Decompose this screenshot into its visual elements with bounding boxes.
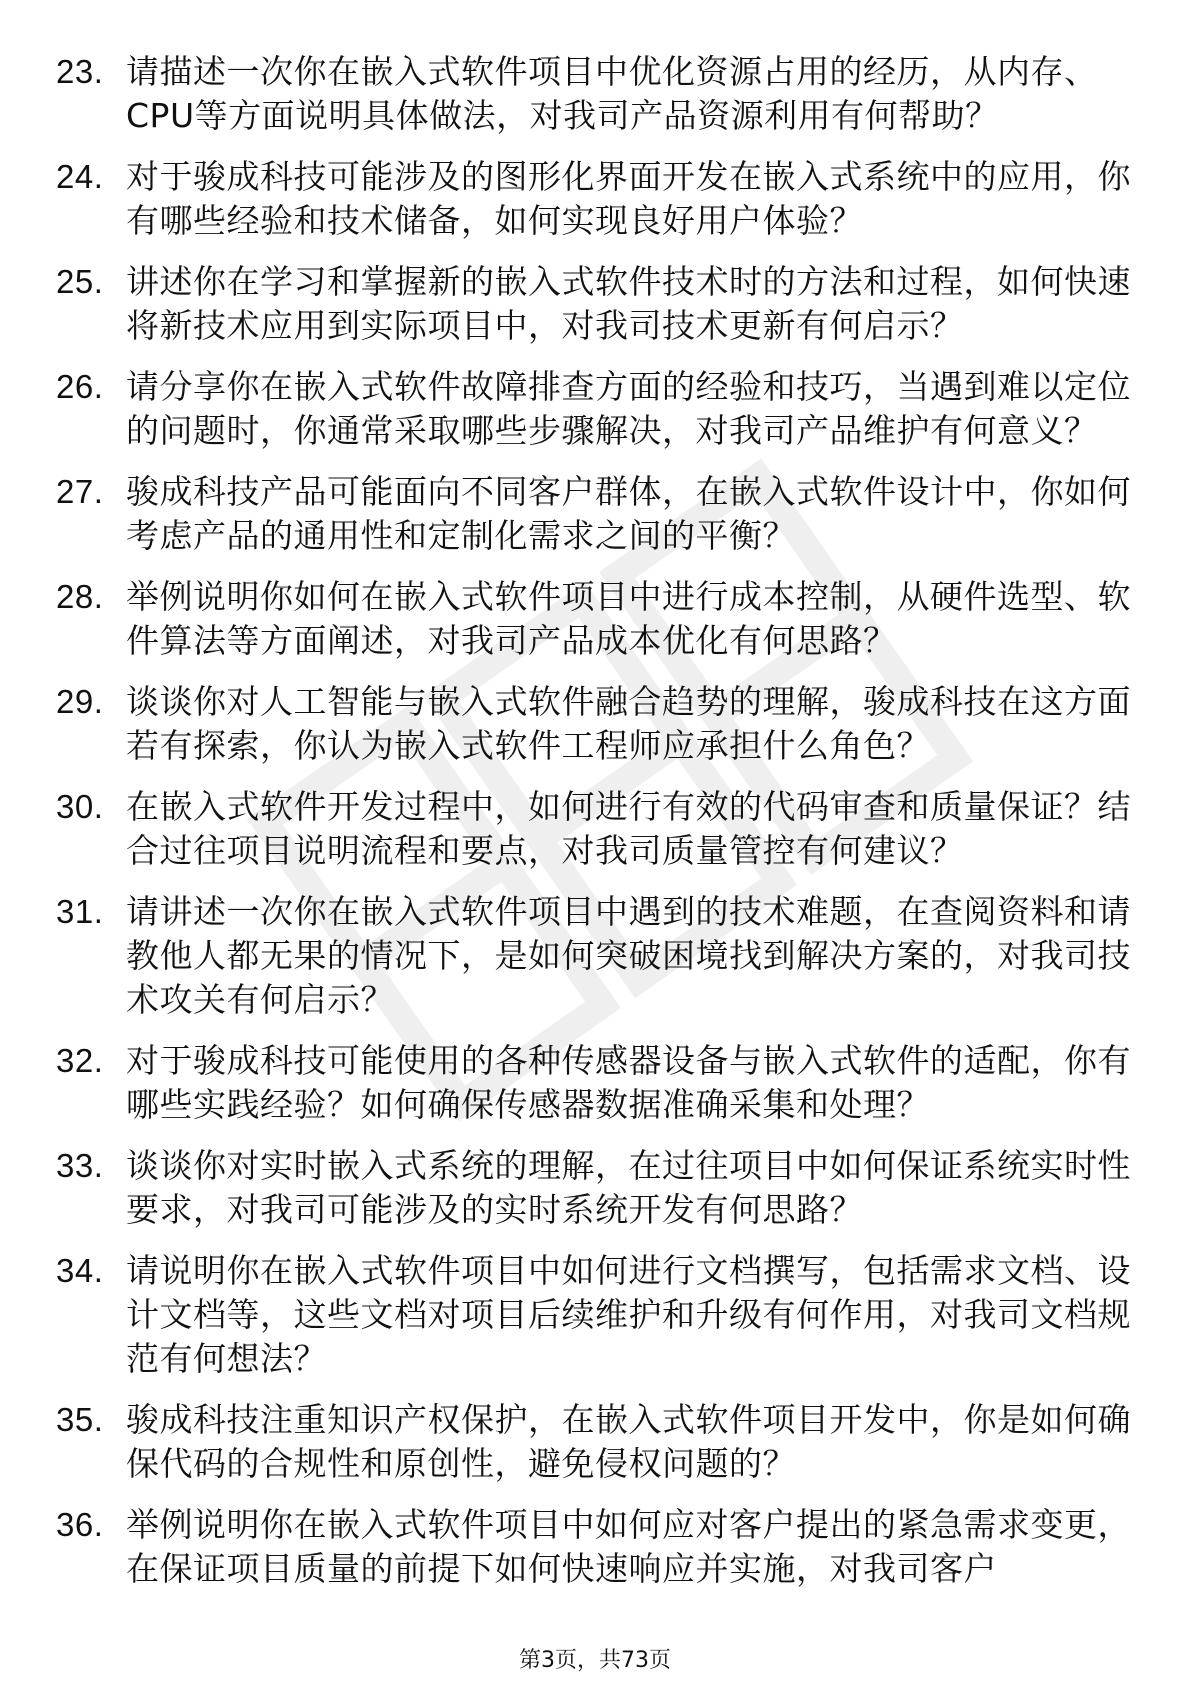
- question-number: 33.: [56, 1147, 104, 1184]
- question-number: 26.: [56, 368, 104, 405]
- question-text: 骏成科技产品可能面向不同客户群体，在嵌入式软件设计中，你如何考虑产品的通用性和定制化需求之间的平衡？: [126, 472, 1131, 555]
- page-number-label: 第3页，共73页: [519, 1648, 671, 1673]
- question-number: 29.: [56, 683, 104, 720]
- question-text: 骏成科技注重知识产权保护，在嵌入式软件项目开发中，你是如何确保代码的合规性和原创性，避免侵权问题的？: [126, 1400, 1131, 1483]
- question-number: 34.: [56, 1252, 104, 1289]
- question-text: 请讲述一次你在嵌入式软件项目中遇到的技术难题，在查阅资料和请教他人都无果的情况下，是如何突破困境找到解决方案的，对我司技术攻关有何启示？: [126, 892, 1131, 1019]
- question-text: 对于骏成科技可能使用的各种传感器设备与嵌入式软件的适配，你有哪些实践经验？如何确保传感器数据准确采集和处理？: [126, 1041, 1131, 1124]
- list-item: [56, 785, 1136, 873]
- question-number: 24.: [56, 158, 104, 195]
- page-footer: [0, 1643, 1190, 1674]
- question-text: 请分享你在嵌入式软件故障排查方面的经验和技巧，当遇到难以定位的问题时，你通常采取哪些步骤解决，对我司产品维护有何意义？: [126, 367, 1131, 450]
- question-number: 32.: [56, 1042, 104, 1079]
- list-item: [56, 260, 1136, 348]
- list-item: [56, 1249, 1136, 1381]
- question-number: 30.: [56, 788, 104, 825]
- list-item: [56, 470, 1136, 558]
- question-text: 举例说明你如何在嵌入式软件项目中进行成本控制，从硬件选型、软件算法等方面阐述，对我司产品成本优化有何思路？: [126, 577, 1131, 660]
- question-text: 请说明你在嵌入式软件项目中如何进行文档撰写，包括需求文档、设计文档等，这些文档对项目后续维护和升级有何作用，对我司文档规范有何想法？: [126, 1251, 1131, 1378]
- list-item: [56, 1503, 1136, 1591]
- question-number: 25.: [56, 263, 104, 300]
- question-text: 请描述一次你在嵌入式软件项目中优化资源占用的经历，从内存、CPU等方面说明具体做法，对我司产品资源利用有何帮助？: [126, 52, 1098, 135]
- list-item: [56, 1039, 1136, 1127]
- question-text: 讲述你在学习和掌握新的嵌入式软件技术时的方法和过程，如何快速将新技术应用到实际项目中，对我司技术更新有何启示？: [126, 262, 1131, 345]
- question-number: 36.: [56, 1506, 104, 1543]
- question-number: 35.: [56, 1401, 104, 1438]
- question-number: 27.: [56, 473, 104, 510]
- question-text: 在嵌入式软件开发过程中，如何进行有效的代码审查和质量保证？结合过往项目说明流程和要点，对我司质量管控有何建议？: [126, 787, 1131, 870]
- question-text: 对于骏成科技可能涉及的图形化界面开发在嵌入式系统中的应用，你有哪些经验和技术储备，如何实现良好用户体验？: [126, 157, 1131, 240]
- list-item: [56, 155, 1136, 243]
- question-number: 31.: [56, 893, 104, 930]
- list-item: [56, 890, 1136, 1022]
- question-text: 谈谈你对实时嵌入式系统的理解，在过往项目中如何保证系统实时性要求，对我司可能涉及的实时系统开发有何思路？: [126, 1146, 1131, 1229]
- list-item: [56, 50, 1136, 138]
- question-number: 23.: [56, 53, 104, 90]
- question-text: 举例说明你在嵌入式软件项目中如何应对客户提出的紧急需求变更，在保证项目质量的前提下如何快速响应并实施，对我司客户: [126, 1505, 1131, 1588]
- list-item: [56, 680, 1136, 768]
- list-item: [56, 365, 1136, 453]
- list-item: [56, 575, 1136, 663]
- question-number: 28.: [56, 578, 104, 615]
- list-item: [56, 1398, 1136, 1486]
- question-list: [56, 50, 1136, 1608]
- question-text: 谈谈你对人工智能与嵌入式软件融合趋势的理解，骏成科技在这方面若有探索，你认为嵌入式软件工程师应承担什么角色？: [126, 682, 1131, 765]
- list-item: [56, 1144, 1136, 1232]
